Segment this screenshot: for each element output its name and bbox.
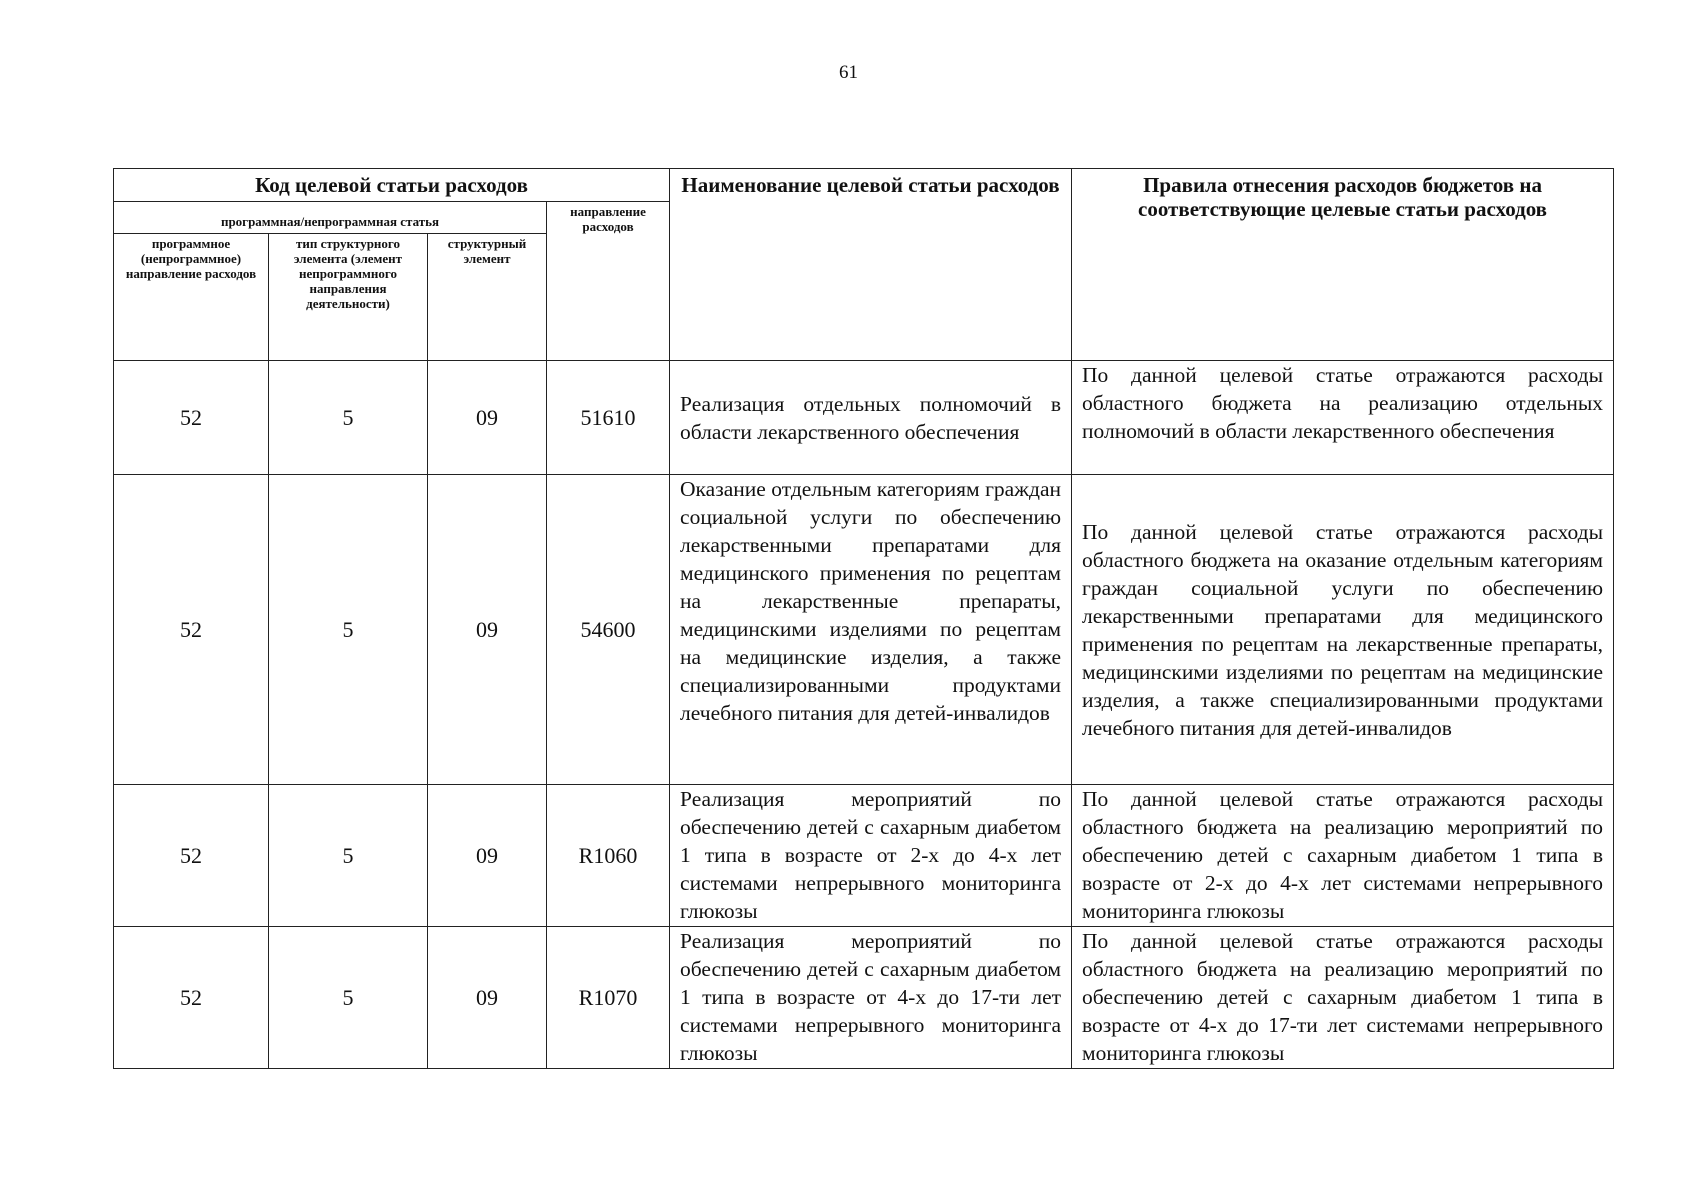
- element-code-cell: 09: [428, 927, 547, 1069]
- type-code-cell: 5: [269, 361, 428, 475]
- type-code-cell: 5: [269, 785, 428, 927]
- table-row: [114, 927, 1614, 1069]
- article-name-cell: Реализация мероприятий по обеспечению детей с сахарным диабетом 1 типа в возрасте от 2-х до 4-х лет системами непрерывного мониторинга глюкозы: [670, 785, 1072, 927]
- structural-element-header: структурный элемент: [428, 234, 547, 361]
- type-code-cell: 5: [269, 927, 428, 1069]
- article-name-cell: Реализация отдельных полномочий в области лекарственного обеспечения: [670, 361, 1072, 475]
- type-code-cell: 5: [269, 475, 428, 785]
- program-code-cell: 52: [114, 361, 269, 475]
- table-row: [114, 475, 1614, 785]
- article-name-cell: Оказание отдельным категориям граждан социальной услуги по обеспечению лекарственными препаратами для медицинского применения по рецептам на лекарственные препараты, медицинскими изделиями по рецептам на медицинские изделия, а также специализированными продуктами лечебного питания для детей-инвалидов: [670, 475, 1072, 785]
- rules-title-header: Правила отнесения расходов бюджетов на соответствующие целевые статьи расходов: [1072, 169, 1614, 361]
- direction-header: направление расходов: [547, 202, 670, 361]
- table-row: [114, 785, 1614, 927]
- budget-classification-table: [113, 168, 1614, 1069]
- direction-code-cell: 51610: [547, 361, 670, 475]
- direction-code-cell: 54600: [547, 475, 670, 785]
- element-code-cell: 09: [428, 785, 547, 927]
- program-code-cell: 52: [114, 927, 269, 1069]
- article-rule-cell: По данной целевой статье отражаются расходы областного бюджета на реализацию отдельных полномочий в области лекарственного обеспечения: [1072, 361, 1614, 475]
- article-name-cell: Реализация мероприятий по обеспечению детей с сахарным диабетом 1 типа в возрасте от 4-х до 17-ти лет системами непрерывного мониторинга глюкозы: [670, 927, 1072, 1069]
- program-code-cell: 52: [114, 785, 269, 927]
- code-title-header: Код целевой статьи расходов: [114, 169, 670, 202]
- program-code-cell: 52: [114, 475, 269, 785]
- name-title-header: Наименование целевой статьи расходов: [670, 169, 1072, 361]
- direction-code-cell: R1070: [547, 927, 670, 1069]
- article-rule-cell: По данной целевой статье отражаются расходы областного бюджета на реализацию мероприятий по обеспечению детей с сахарным диабетом 1 типа в возрасте от 4-х до 17-ти лет системами непрерывного мониторинга глюкозы: [1072, 927, 1614, 1069]
- element-code-cell: 09: [428, 361, 547, 475]
- structural-type-header: тип структурного элемента (элемент непрограммного направления деятельности): [269, 234, 428, 361]
- direction-code-cell: R1060: [547, 785, 670, 927]
- article-rule-cell: По данной целевой статье отражаются расходы областного бюджета на оказание отдельным категориям граждан социальной услуги по обеспечению лекарственными препаратами для медицинского применения по рецептам на лекарственные препараты, медицинскими изделиями по рецептам на медицинские изделия, а также специализированными продуктами лечебного питания для детей-инвалидов: [1072, 475, 1614, 785]
- program-direction-header: программное (непрограммное) направление расходов: [114, 234, 269, 361]
- header-row-1: [114, 169, 1614, 202]
- page-number: 61: [839, 62, 858, 83]
- element-code-cell: 09: [428, 475, 547, 785]
- program-article-header: программная/непрограммная статья: [114, 202, 547, 234]
- article-rule-cell: По данной целевой статье отражаются расходы областного бюджета на реализацию мероприятий по обеспечению детей с сахарным диабетом 1 типа в возрасте от 2-х до 4-х лет системами непрерывного мониторинга глюкозы: [1072, 785, 1614, 927]
- table-row: [114, 361, 1614, 475]
